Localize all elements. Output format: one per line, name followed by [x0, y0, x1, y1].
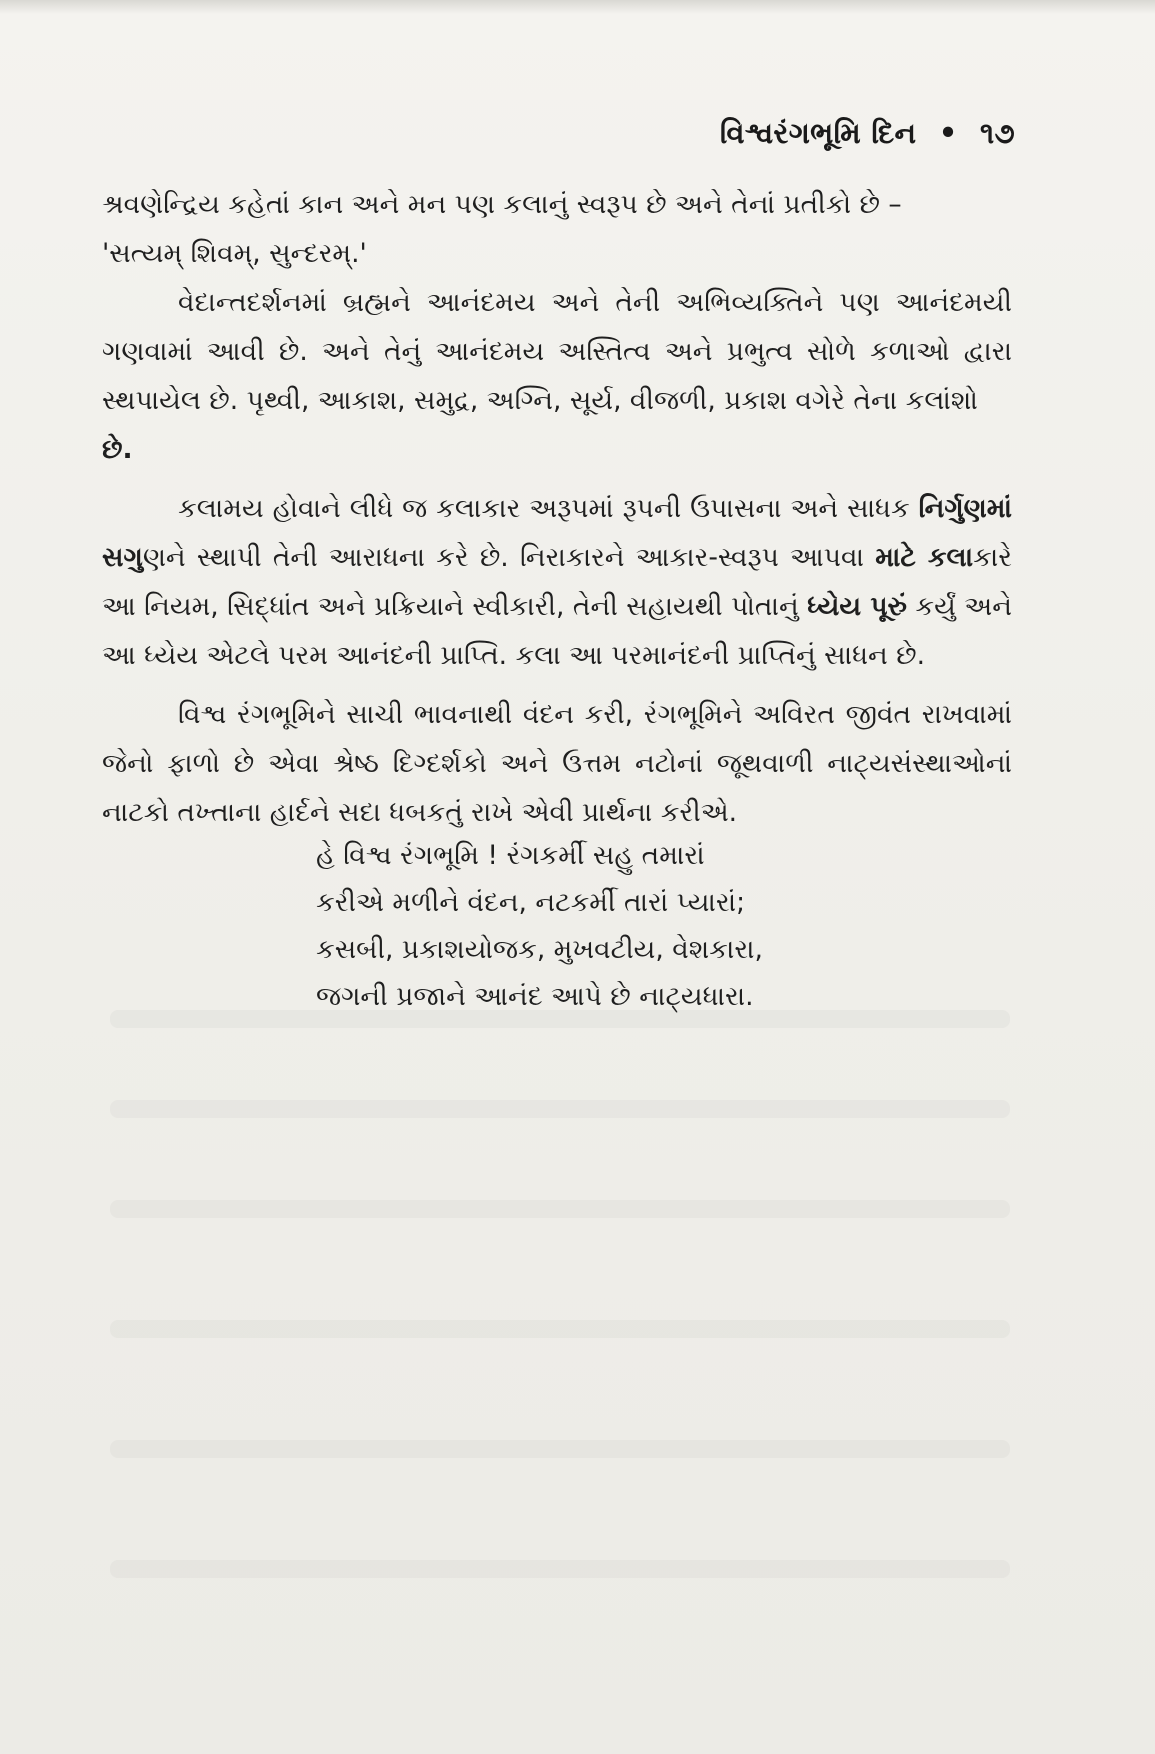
bleed-through-text	[110, 1100, 1010, 1118]
paragraph-3-part-a: કલામય હોવાને લીધે જ કલાકાર અરૂપમાં રૂપની ઉપાસના અને સાધક	[178, 493, 910, 524]
paragraph-1-line-1: શ્રવણેન્દ્રિય કહેતાં કાન અને મન પણ કલાનું સ્વરૂપ છે અને તેનાં પ્રતીકો છે –	[102, 189, 902, 220]
header-separator: •	[938, 116, 958, 150]
paragraph-2-text: વેદાન્તદર્શનમાં બ્રહ્મને આનંદમય અને તેની અભિવ્યક્તિને પણ આનંદમયી ગણવામાં આવી છે. અને તેનું આનંદમય અસ્તિત્વ અને પ્રભુત્વ સોળે કળાઓ દ્વારા સ્થપાયેલ છે. પૃથ્વી, આકાશ, સમુદ્ર, અગ્નિ, સૂર્ય, વીજળી, પ્રકાશ વગેરે તેના કલાંશો	[102, 287, 1012, 416]
bleed-through-text	[110, 1200, 1010, 1218]
paragraph-3-part-c: ણને સ્થાપી તેની આરાધના કરે છે. નિરાકારને આકાર-સ્વરૂપ આપવા	[142, 542, 864, 573]
paragraph-3-bold-3: ધ્યેય પૂરું	[807, 591, 907, 622]
running-header	[720, 116, 1015, 151]
paragraph-3-part-e: કારે આ નિયમ, સિદ્ધાંત અને પ્રક્રિયાને સ્વીકારી, તેની સહાયથી પોતાનું	[102, 542, 1012, 622]
page-top-edge	[0, 0, 1155, 14]
paragraph-3-part-g: કર્યું અને આ ધ્યેય એટલે પરમ આનંદની પ્રાપ્તિ. કલા આ પરમાનંદની પ્રાપ્તિનું સાધન છે.	[102, 591, 1012, 671]
paragraph-4-text: વિશ્વ રંગભૂમિને સાચી ભાવનાથી વંદન કરી, રંગભૂમિને અવિરત જીવંત રાખવામાં જેનો ફાળો છે એવા શ્રેષ્ઠ દિગ્દર્શકો અને ઉત્તમ નટોનાં જૂથવાળી નાટ્યસંસ્થાઓનાં નાટકો તખ્તાના હાર્દને સદા ધબકતું રાખે એવી પ્રાર્થના કરીએ.	[102, 699, 1012, 828]
header-title: વિશ્વરંગભૂમિ દિન	[719, 116, 917, 150]
bleed-through-text	[110, 1560, 1010, 1578]
paragraph-1	[102, 180, 1012, 278]
paragraph-1-line-2: 'સત્યમ્ શિવમ્, સુન્દરમ્.'	[102, 238, 367, 269]
bleed-through-text	[110, 1440, 1010, 1458]
verse-line: કરીએ મળીને વંદન, નટકર્મી તારાં પ્યારાં;	[316, 887, 746, 918]
paragraph-3	[102, 484, 1012, 680]
paragraph-2	[102, 278, 1012, 474]
paragraph-3-bold-1: નિર્ગુણમાં સગુ	[102, 493, 1012, 573]
paragraph-2-end: છે.	[102, 434, 133, 465]
paragraph-4	[102, 690, 1012, 837]
verse-line: કસબી, પ્રકાશયોજક, મુખવટીય, વેશકારા,	[316, 934, 763, 965]
body-text	[102, 180, 1012, 847]
verse-line: હે વિશ્વ રંગભૂમિ ! રંગકર્મી સહુ તમારાં	[316, 840, 705, 871]
bleed-through-text	[110, 1320, 1010, 1338]
page-number: ૧૭	[980, 116, 1015, 150]
verse-block	[316, 832, 763, 1020]
verse-line: જગની પ્રજાને આનંદ આપે છે નાટ્યધારા.	[316, 981, 754, 1012]
paragraph-3-bold-2: માટે કલા	[875, 542, 974, 573]
